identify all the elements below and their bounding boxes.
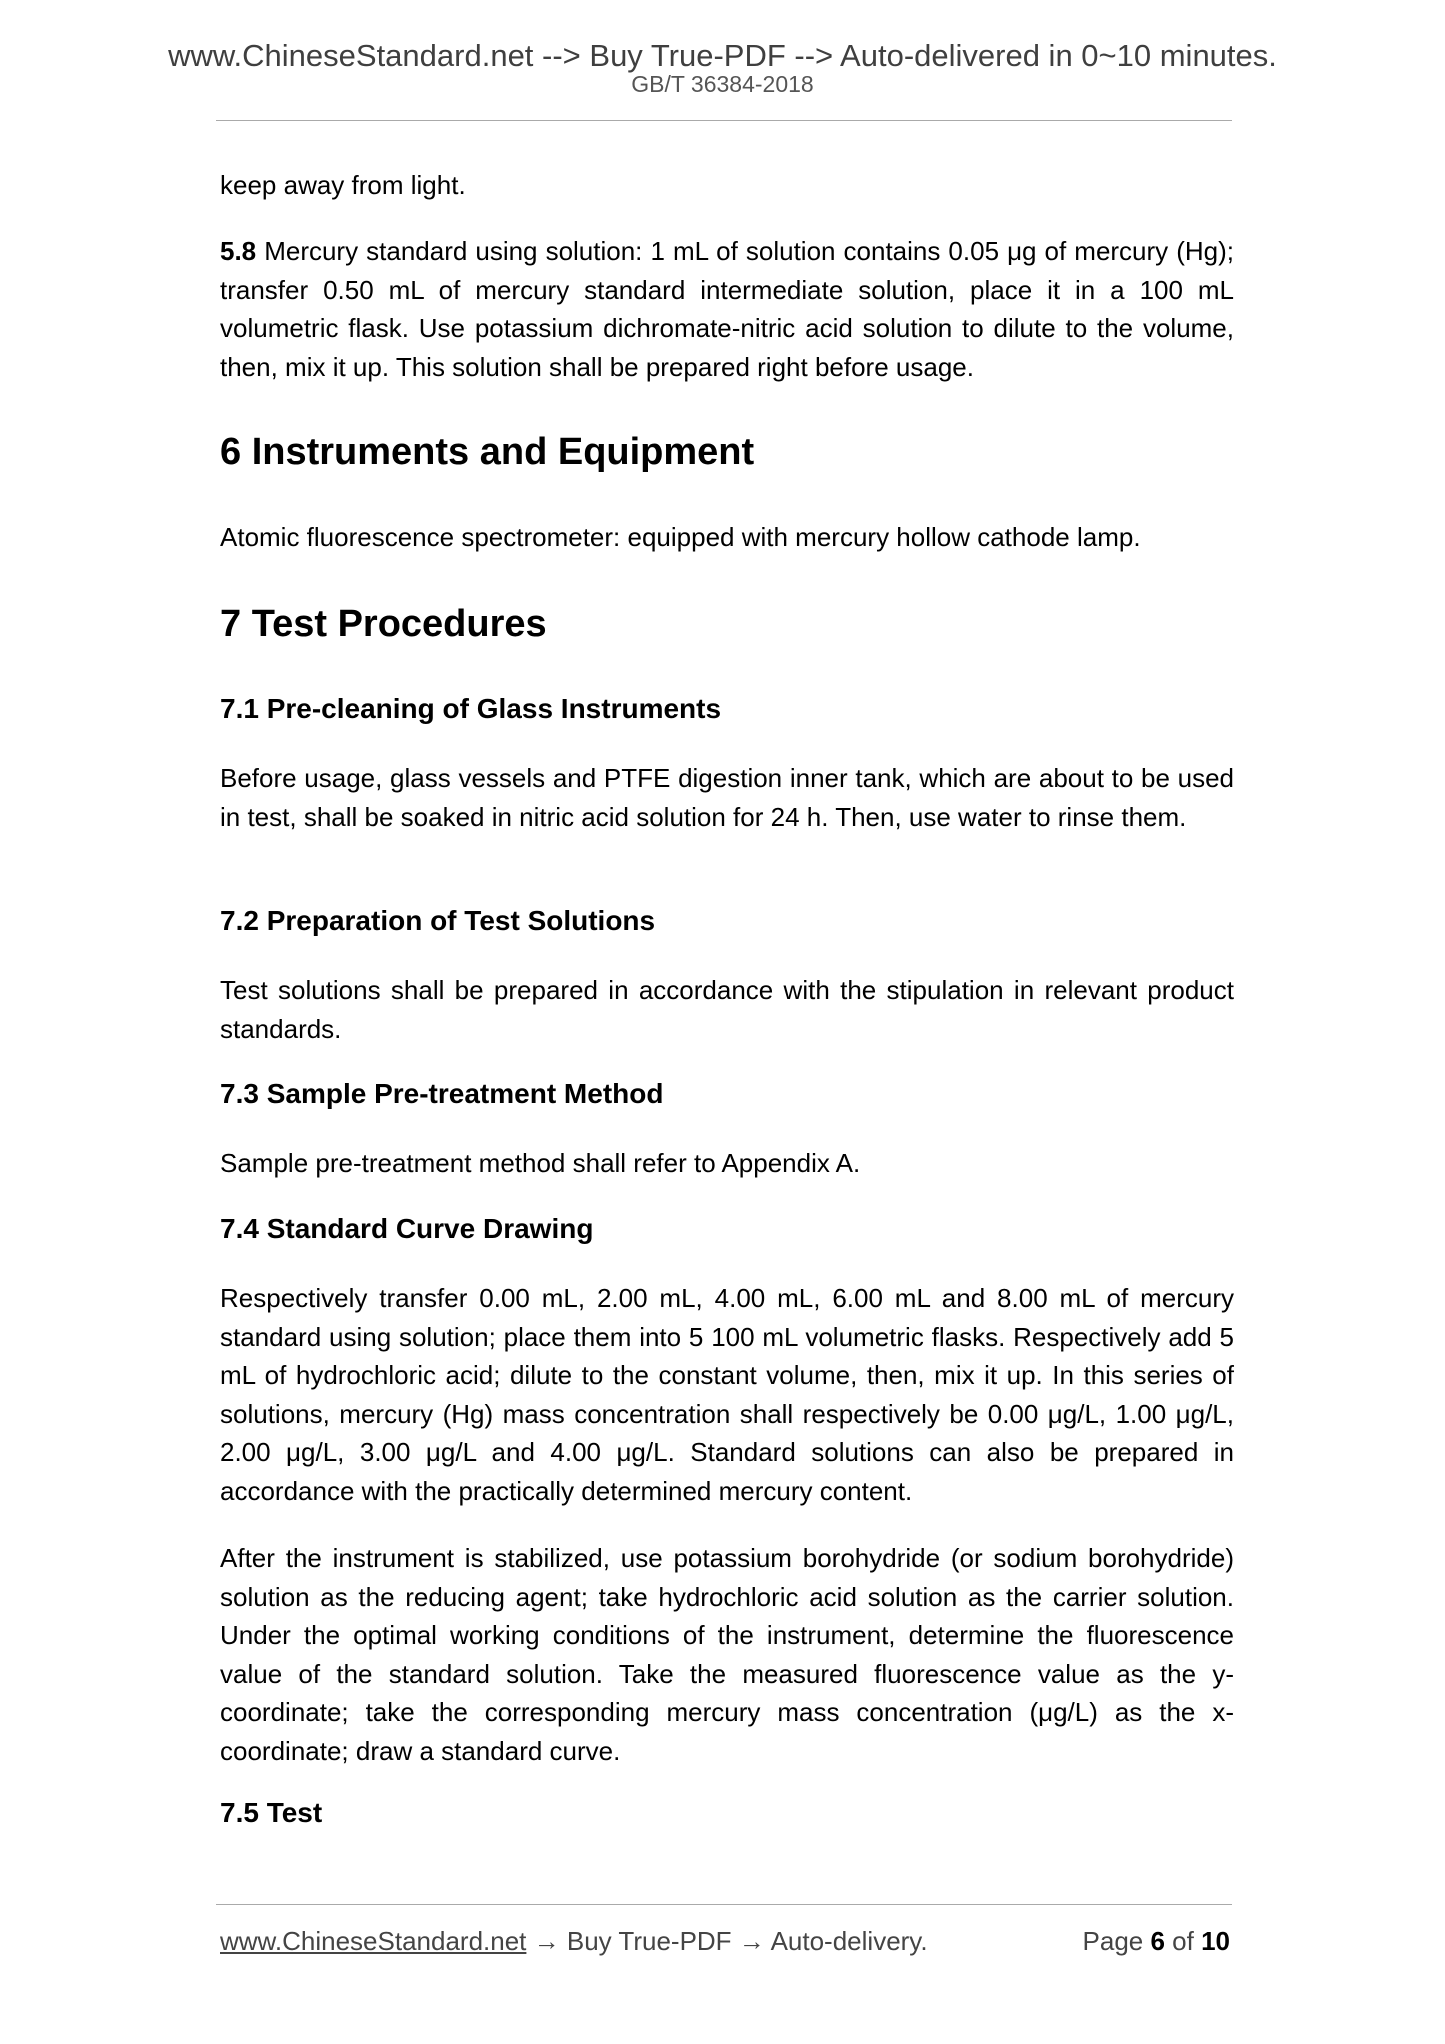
clause-text-5-8: Mercury standard using solution: 1 mL of solution contains 0.05 μg of mercury (Hg); transfer 0.50 mL of mercury standard intermediate solution, place it in a 100 mL volumetric flask. Use potassium dichromate-nitric acid solution to dilute to the volume, then, mix it up. This solution shall be prepared right before usage.: [220, 236, 1234, 382]
page-indicator: [1083, 1924, 1230, 1958]
footer-links: [220, 1924, 928, 1958]
heading-7-4: 7.4 Standard Curve Drawing: [220, 1213, 594, 1244]
heading-section-6: 6 Instruments and Equipment: [220, 431, 755, 473]
page-word: Page: [1082, 1926, 1151, 1956]
footer-divider: [216, 1904, 1232, 1905]
paragraph-7-4-b: After the instrument is stabilized, use potassium borohydride (or sodium borohydride) solution as the reducing agent; take hydrochloric acid solution as the carrier solution. Under the optimal working conditions of the instrument, determine the fluorescence value of the standard solution. Take the measured fluorescence value as the y-coordinate; take the corresponding mercury mass concentration (μg/L) as the x-coordinate; draw a standard curve.: [220, 1543, 1234, 1766]
clause-number-5-8: 5.8: [220, 236, 257, 266]
standard-code: GB/T 36384-2018: [631, 71, 814, 97]
footer-site-link[interactable]: www.ChineseStandard.net: [220, 1926, 527, 1956]
paragraph-7-1: Before usage, glass vessels and PTFE digestion inner tank, which are about to be used in test, shall be soaked in nitric acid solution for 24 h. Then, use water to rinse them.: [220, 763, 1234, 832]
heading-7-1: 7.1 Pre-cleaning of Glass Instruments: [220, 693, 722, 724]
page-total: 10: [1201, 1926, 1230, 1956]
footer-links-tail: → Buy True-PDF → Auto-delivery.: [526, 1926, 928, 1956]
paragraph-5-8: [220, 232, 1234, 386]
header-divider: [216, 120, 1232, 121]
heading-7-5: 7.5 Test: [220, 1797, 323, 1828]
paragraph-7-2: Test solutions shall be prepared in accordance with the stipulation in relevant product standards.: [220, 975, 1234, 1044]
paragraph-7-3: Sample pre-treatment method shall refer to Appendix A.: [220, 1148, 861, 1178]
page-number: 6: [1150, 1926, 1165, 1956]
paragraph-light: keep away from light.: [220, 170, 466, 200]
heading-7-2: 7.2 Preparation of Test Solutions: [220, 905, 656, 936]
heading-7-3: 7.3 Sample Pre-treatment Method: [220, 1078, 664, 1109]
heading-section-7: 7 Test Procedures: [220, 603, 547, 645]
promo-banner[interactable]: www.ChineseStandard.net --> Buy True-PDF --> Auto-delivered in 0~10 minutes.: [168, 38, 1277, 73]
of-word: of: [1164, 1926, 1202, 1956]
paragraph-section-6: Atomic fluorescence spectrometer: equipped with mercury hollow cathode lamp.: [220, 522, 1141, 552]
page-footer: [220, 1924, 1230, 1958]
paragraph-7-4-a: Respectively transfer 0.00 mL, 2.00 mL, 4.00 mL, 6.00 mL and 8.00 mL of mercury standard using solution; place them into 5 100 mL volumetric flasks. Respectively add 5 mL of hydrochloric acid; dilute to the constant volume, then, mix it up. In this series of solutions, mercury (Hg) mass concentration shall respectively be 0.00 μg/L, 1.00 μg/L, 2.00 μg/L, 3.00 μg/L and 4.00 μg/L. Standard solutions can also be prepared in accordance with the practically determined mercury content.: [220, 1283, 1234, 1506]
